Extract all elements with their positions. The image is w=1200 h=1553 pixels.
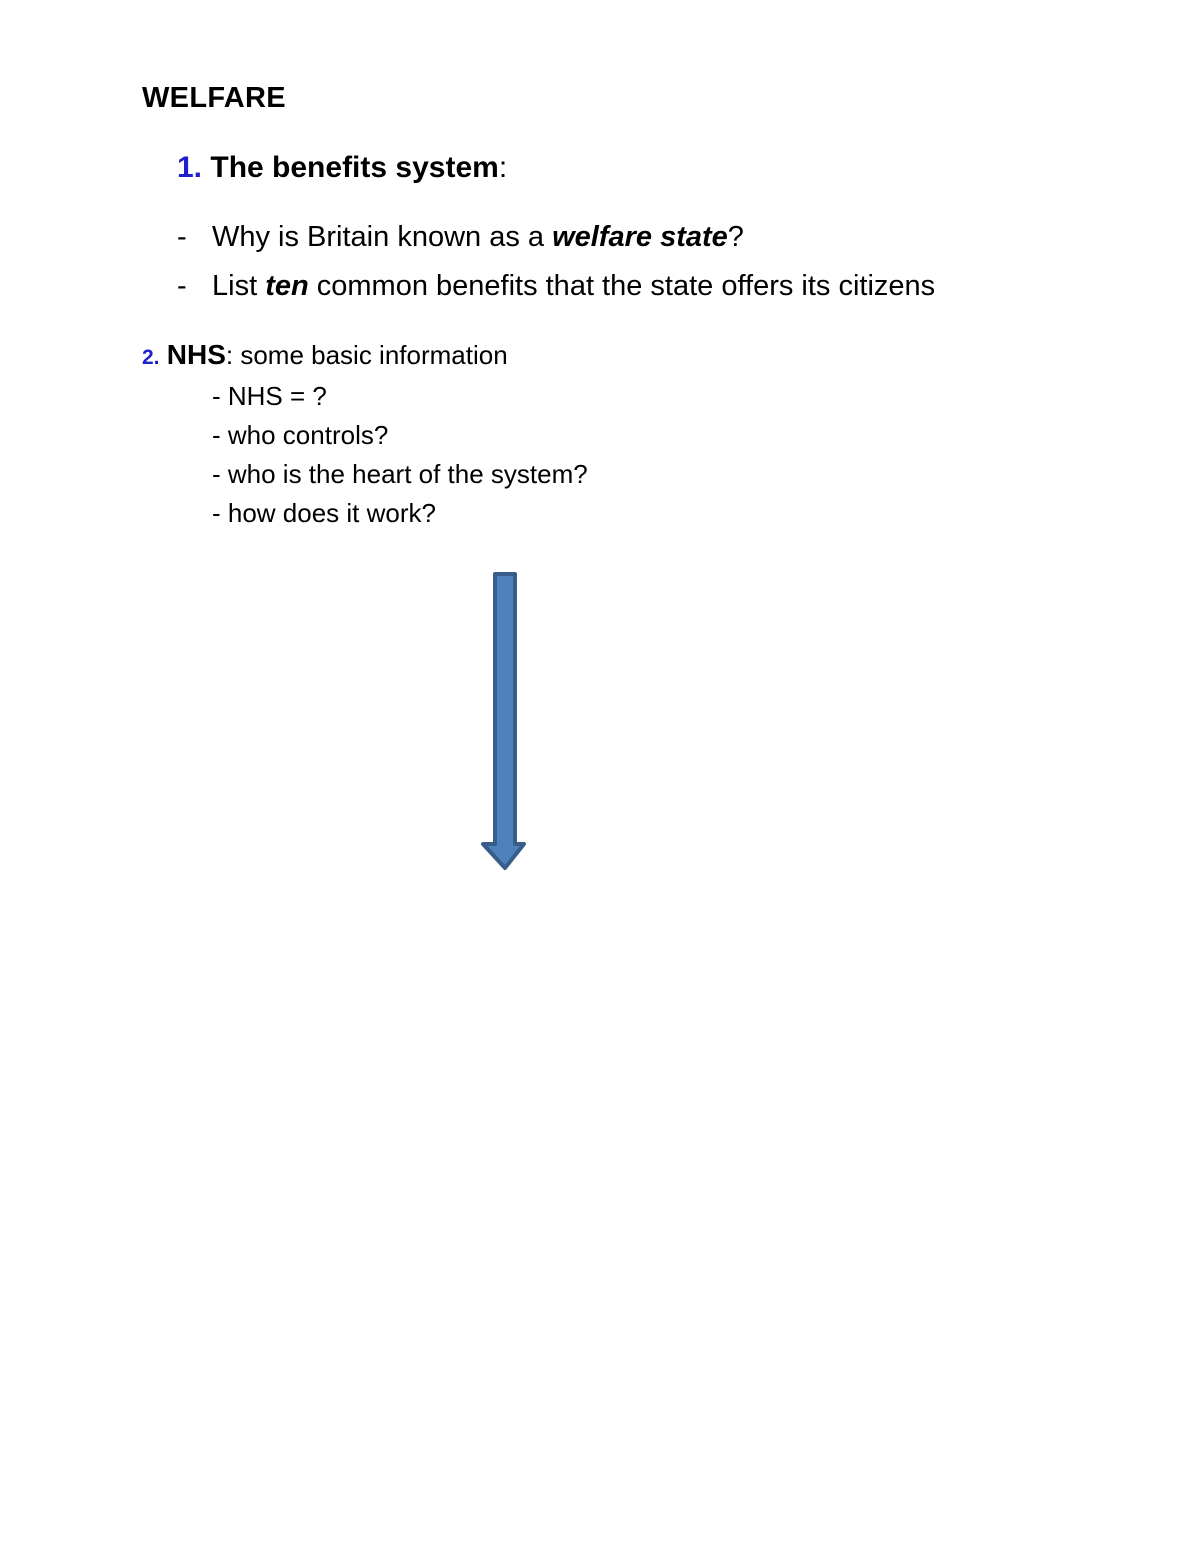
down-arrow-shape (483, 574, 524, 868)
section-2-number: 2. (142, 346, 160, 369)
down-arrow-icon (478, 570, 530, 876)
nhs-question-list (212, 380, 588, 536)
section-2-title: NHS (166, 339, 226, 370)
question-text: List (212, 270, 266, 302)
question-ten-benefits (177, 270, 935, 303)
section-1-number: 1. (177, 151, 203, 184)
list-item: - NHS = ? (212, 381, 327, 411)
section-1-heading (177, 151, 507, 185)
question-welfare-state (177, 221, 744, 254)
list-item: - who is the heart of the system? (212, 459, 588, 489)
section-1-colon: : (498, 151, 508, 184)
question-text: Why is Britain known as a (212, 221, 553, 253)
question-text-end: common benefits that the state offers its citizens (308, 270, 936, 302)
page-title: WELFARE (142, 82, 286, 114)
question-emphasis: ten (265, 270, 309, 302)
section-2-heading (142, 339, 508, 371)
section-1-title: The benefits system (210, 151, 499, 184)
section-2-colon: : (225, 340, 234, 370)
question-dash: - (177, 270, 187, 302)
section-2-subtitle: some basic information (233, 340, 508, 370)
list-item: - who controls? (212, 420, 389, 450)
question-dash: - (177, 221, 187, 253)
question-text-end: ? (727, 221, 744, 253)
list-item: - how does it work? (212, 498, 436, 528)
question-emphasis: welfare state (552, 221, 728, 253)
